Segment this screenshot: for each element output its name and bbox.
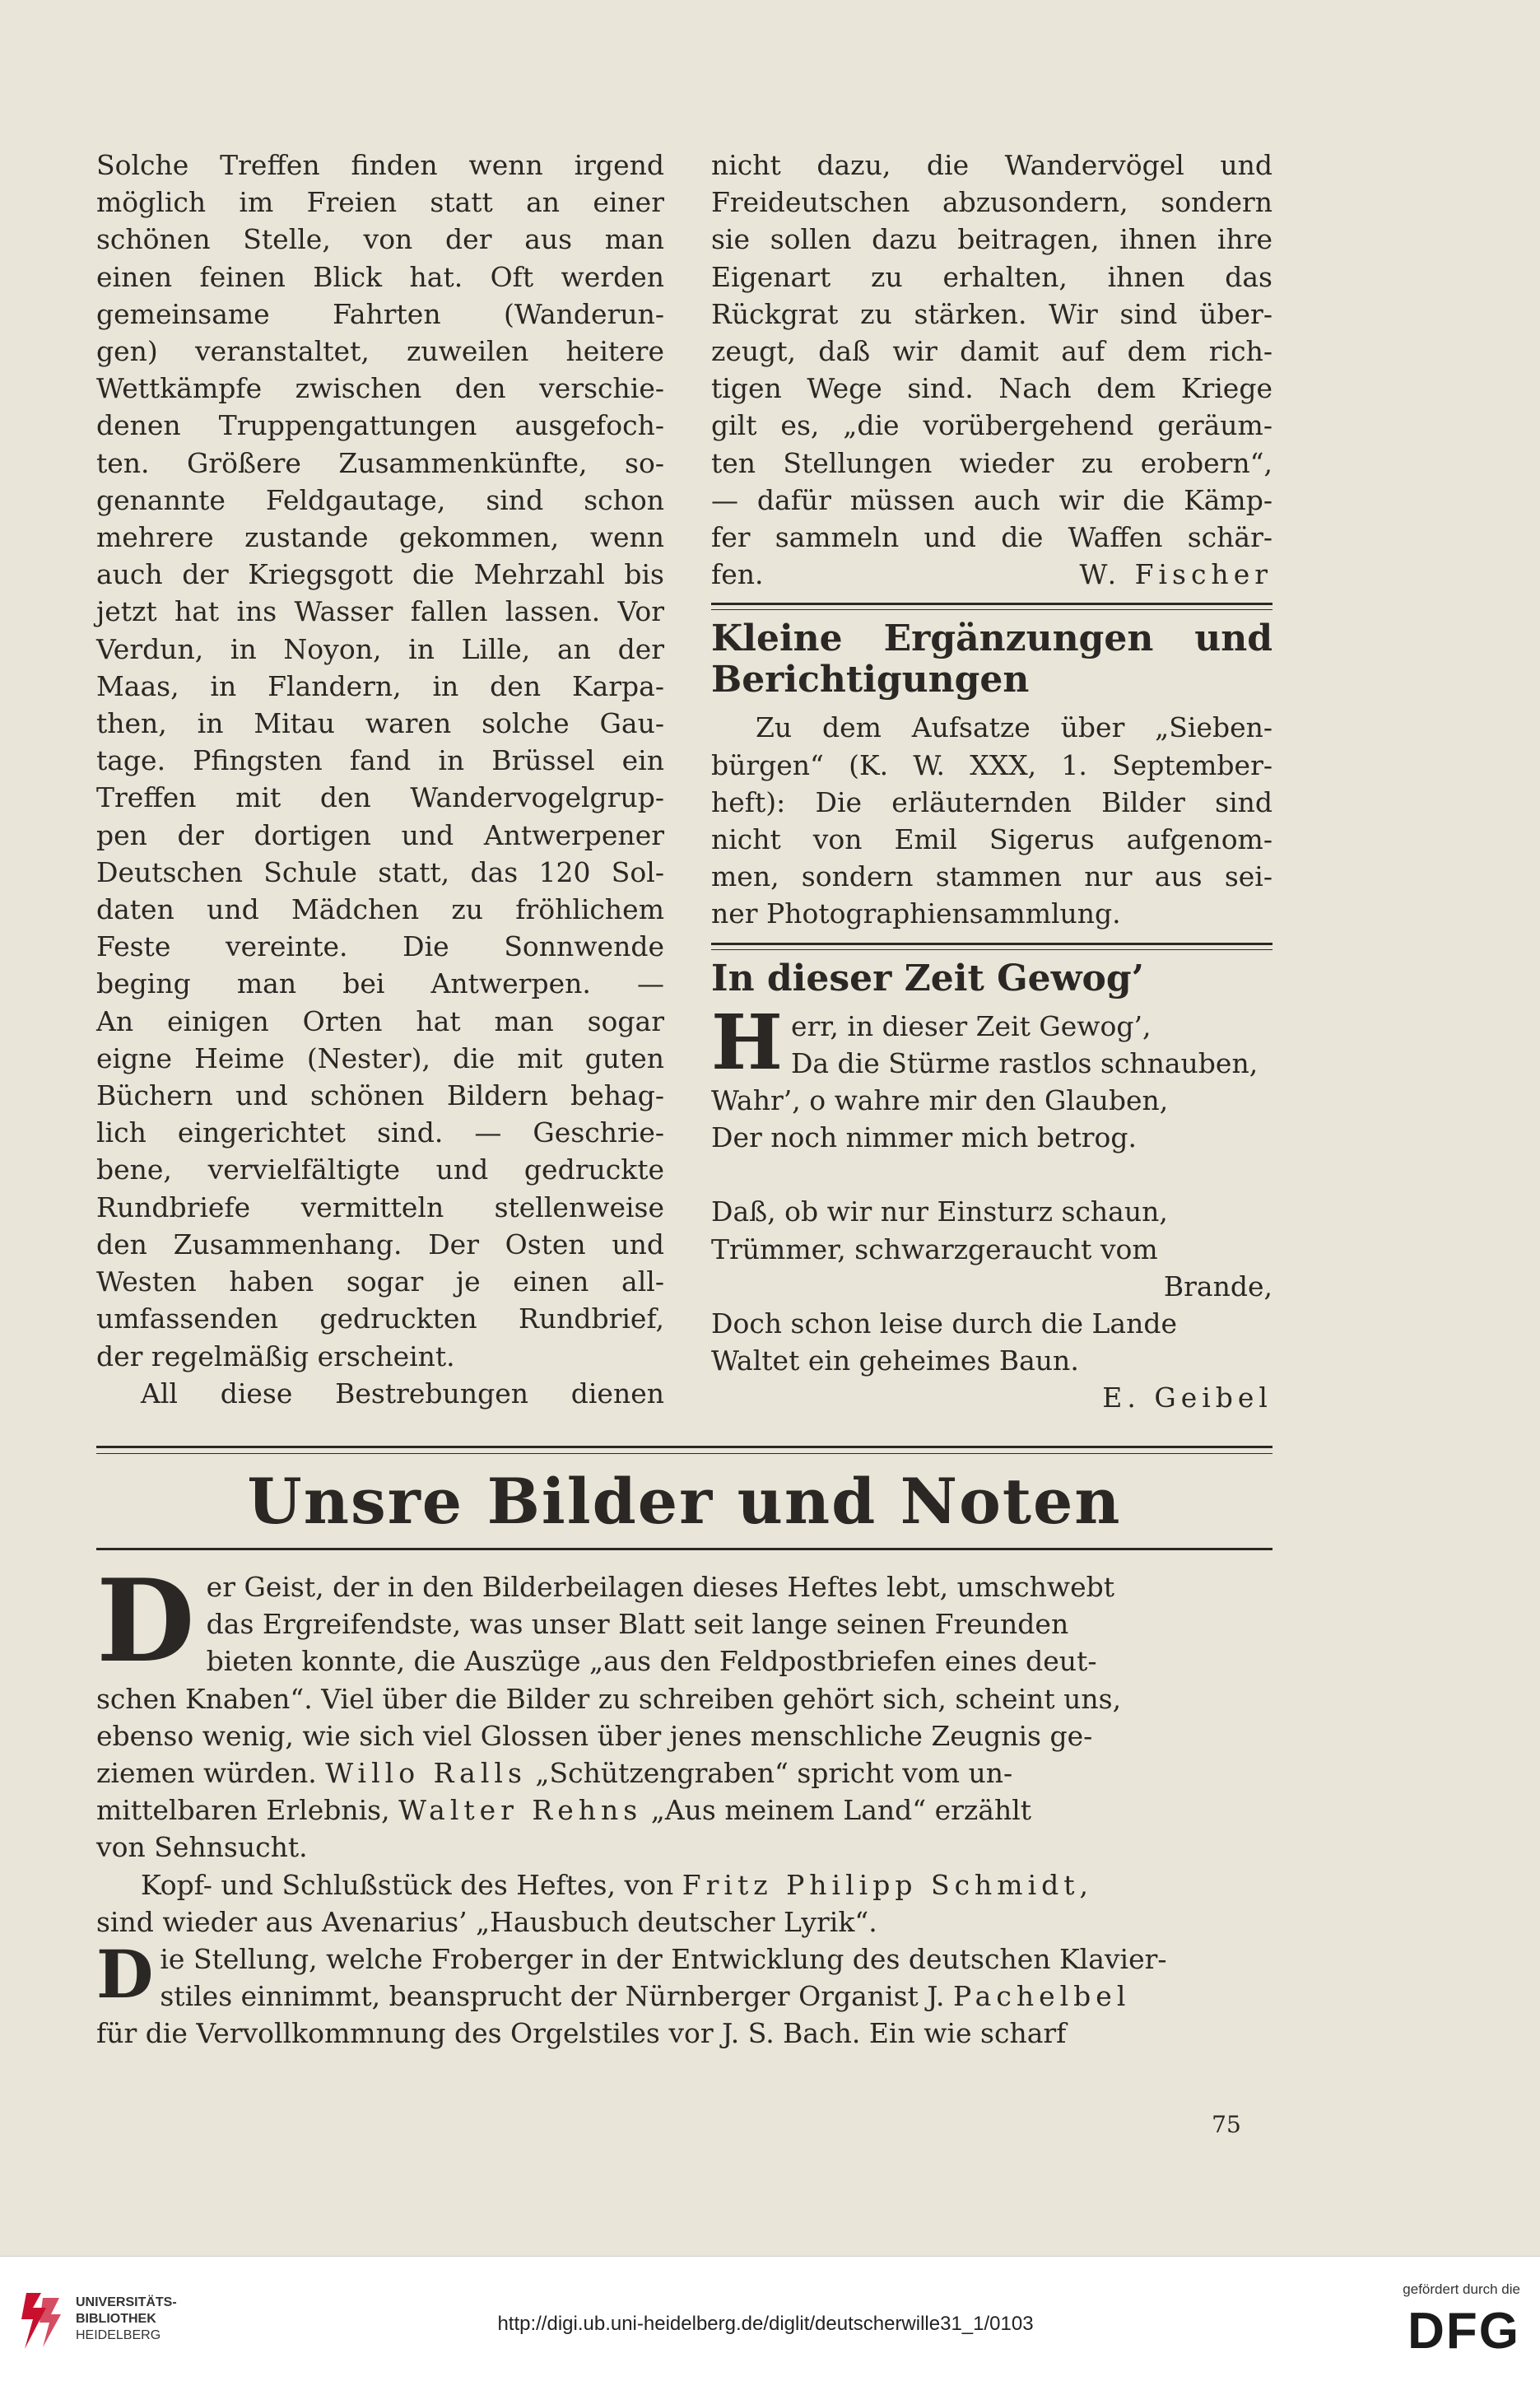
text-line: Rückgrat zu stärken. Wir sind über- [711,297,1272,330]
section-heading-poem: In dieser Zeit Gewog’ [711,957,1144,999]
poem-stanza-1 [711,997,1272,1157]
name-pachelbel: Pachelbel [952,1980,1131,2013]
sponsor-caption: gefördert durch die [1403,2281,1520,2297]
text-line: Der noch nimmer mich betrog. [711,1121,1138,1154]
paragraph-3: D ie Stellung, welche Froberger in der Entwicklung des deutschen Klavier- stiles einnimmt, beansprucht der Nürnberger Organist J. Pachelbel für die Vervollkommnung des Orgelstiles vor J. S. Bach. Ein wie scharf [96,1936,1167,2050]
text-line: bene, vervielfältigte und gedruckte [96,1153,664,1186]
text-line: An einigen Orten hat man sogar [96,1004,664,1037]
text-line: Wahr’, o wahre mir den Glauben, [711,1084,1169,1117]
text-line: einen feinen Blick hat. Oft werden [96,260,664,293]
text-line: ten. Größere Zusammenkünfte, so- [96,446,664,479]
drop-cap: D [96,1554,195,1688]
drop-cap-small: D [96,1936,154,2014]
text-line: Freideutschen abzusondern, sondern [711,186,1272,219]
left-column [96,147,664,1412]
signature-geibel: E. Geibel [1102,1382,1272,1414]
institution-name[interactable]: UNIVERSITÄTS- BIBLIOTHEK HEIDELBERG [76,2295,177,2342]
poem-stanza-2-end [711,1305,1272,1379]
text-line: ten Stellungen wieder zu erobern“, [711,446,1272,479]
paragraph-2: Kopf- und Schlußstück des Heftes, von Fritz Philipp Schmidt, sind wieder aus Avenarius’ „Hausbuch deutscher Lyrik“. [96,1868,1089,1938]
text-line: Wettkämpfe zwischen den verschie- [96,372,664,405]
text-line: gilt es, „die vorübergehend geräum- [711,409,1272,442]
text-line: gen) veranstaltet, zuweilen heitere [96,335,664,368]
text-line: Da die Stürme rastlos schnauben, [790,1046,1259,1079]
text-line: Westen haben sogar je einen all- [96,1265,664,1298]
section-ergaenzungen-text [711,709,1272,932]
signature-fischer: W. Fischer [1079,558,1272,591]
text-line: gemeinsame Fahrten (Wanderun- [96,297,664,330]
text-line: — dafür müssen auch wir die Kämp- [711,483,1272,516]
viewer-footer [0,2256,1540,2381]
text-line: heft): Die erläuternden Bilder sind [711,785,1272,818]
text-line: Treffen mit den Wandervogelgrup- [96,781,664,814]
text-line: Deutschen Schule statt, das 120 Sol- [96,855,664,888]
text-line: Maas, in Flandern, in den Karpa- [96,669,664,702]
text-line: jetzt hat ins Wasser fallen lassen. Vor [96,595,664,628]
name-willo-ralls: Willo Ralls [325,1757,527,1790]
text-line: Verdun, in Noyon, in Lille, an der [96,632,664,665]
text-line: Zu dem Aufsatze über „Sieben- [756,711,1272,744]
text-line: ner Photographiensammlung. [711,897,1121,930]
text-line: Rundbriefe vermitteln stellenweise [96,1190,664,1223]
text-line: umfassenden gedruckten Rundbrief, [96,1302,664,1335]
text-line: sie sollen dazu beitragen, ihnen ihre [711,223,1272,256]
poem-line-right: Brande, [1163,1270,1272,1302]
text-line: Solche Treffen finden wenn irgend [96,149,664,181]
paragraph-1: D er Geist, der in den Bilderbeilagen dieses Heftes lebt, umschwebt das Ergreifendste, was unser Blatt seit lange seinen Freunden bieten konnte, die Auszüge „aus den Feldpostbriefen eines deut- schen Knaben“. Viel über die Bilder zu schreiben gehört sich, scheint uns, ebenso wenig, wie sich viel Glossen über jenes menschliche Zeugnis ge- ziemen würden. Willo Ralls „Schützengraben“ spricht vom un- mittelbaren Erlebnis, Walter Rehns „Aus meinem Land“ erzählt von Sehnsucht. [96,1554,1122,1864]
text-line: Waltet ein geheimes Baun. [711,1344,1079,1377]
right-column-last-line: fen. W. Fischer [711,556,1272,593]
text-line: beging man bei Antwerpen. — [96,967,664,1000]
right-column [711,147,1272,1417]
name-walter-rehn: Walter Rehns [398,1794,643,1827]
text-line: ebenso wenig, wie sich viel Glossen über jenes menschliche Zeugnis ge- [96,1719,1093,1752]
permalink-url[interactable]: http://digi.ub.uni-heidelberg.de/diglit/deutscherwille31_1/0103 [497,2313,1034,2335]
text-line: eigne Heime (Nester), die mit guten [96,1041,664,1074]
text-line: schönen Stelle, von der aus man [96,223,664,256]
text-line: er Geist, der in den Bilderbeilagen dieses Heftes lebt, umschwebt [206,1571,1114,1603]
text-line: Trümmer, schwarzgeraucht vom [711,1232,1158,1265]
name-fritz-philipp-schmidt: Fritz Philipp Schmidt [682,1868,1080,1901]
section-heading-ergaenzungen: Kleine Ergänzungen und Berichtigungen [711,617,1272,701]
section-divider [711,943,1272,950]
text-line: tage. Pfingsten fand in Brüssel ein [96,744,664,777]
poem [711,997,1272,1417]
text-line: fer sammeln und die Waffen schär- [711,521,1272,554]
text-line: All diese Bestrebungen dienen [141,1377,664,1409]
text-line: genannte Feldgautage, sind schon [96,483,664,516]
text-line: auch der Kriegsgott die Mehrzahl bis [96,558,664,591]
section-divider [711,603,1272,610]
text-line: möglich im Freien statt an einer [96,186,664,219]
text-line: Feste vereinte. Die Sonnwende [96,930,664,963]
text-line: zeugt, daß wir damit auf dem rich- [711,335,1272,368]
text-line: daten und Mädchen zu fröhlichem [96,893,664,926]
ub-heidelberg-logo-icon[interactable] [18,2290,64,2352]
text-line: nicht von Emil Sigerus aufgenom- [711,823,1272,856]
text-line: bieten konnte, die Auszüge „aus den Feldpostbriefen eines deut- [206,1645,1097,1678]
page-title: Unsre Bilder und Noten [247,1465,1122,1538]
text-line: denen Truppengattungen ausgefoch- [96,409,664,442]
text-line: lich eingerichtet sind. — Geschrie- [96,1116,664,1149]
page-number: 75 [1212,2111,1241,2138]
text-line: Doch schon leise durch die Lande [711,1307,1177,1340]
main-article [96,1554,1272,2053]
text-line: der regelmäßig erscheint. [96,1340,455,1372]
right-column-text [711,147,1272,556]
text-line: pen der dortigen und Antwerpener [96,818,664,851]
text-line: Büchern und schönen Bildern behag- [96,1079,664,1112]
text-line: Eigenart zu erhalten, ihnen das [711,260,1272,293]
poem-drop-cap: H [711,997,783,1087]
text-line: schen Knaben“. Viel über die Bilder zu schreiben gehört sich, scheint uns, [96,1682,1122,1715]
text-line: then, in Mitau waren solche Gau- [96,707,664,740]
title-rule-bottom [96,1548,1272,1550]
text-line: nicht dazu, die Wandervögel und [711,149,1272,181]
text-line: mehrere zustande gekommen, wenn [96,521,664,554]
text-line: Daß, ob wir nur Einsturz schaun, [711,1195,1168,1228]
dfg-logo[interactable]: DFG [1407,2303,1520,2360]
title-rule-top [96,1446,1272,1454]
text-line: tigen Wege sind. Nach dem Kriege [711,372,1272,405]
left-column-text [96,147,664,1412]
text-line: err, in dieser Zeit Gewog’, [790,1009,1152,1042]
text-line: men, sondern stammen nur aus sei- [711,860,1272,893]
text-line: das Ergreifendste, was unser Blatt seit lange seinen Freunden [206,1608,1069,1641]
poem-stanza-2 [711,1193,1272,1267]
text-line: den Zusammenhang. Der Osten und [96,1228,664,1260]
text-line: bürgen“ (K. W. XXX, 1. September- [711,748,1272,781]
